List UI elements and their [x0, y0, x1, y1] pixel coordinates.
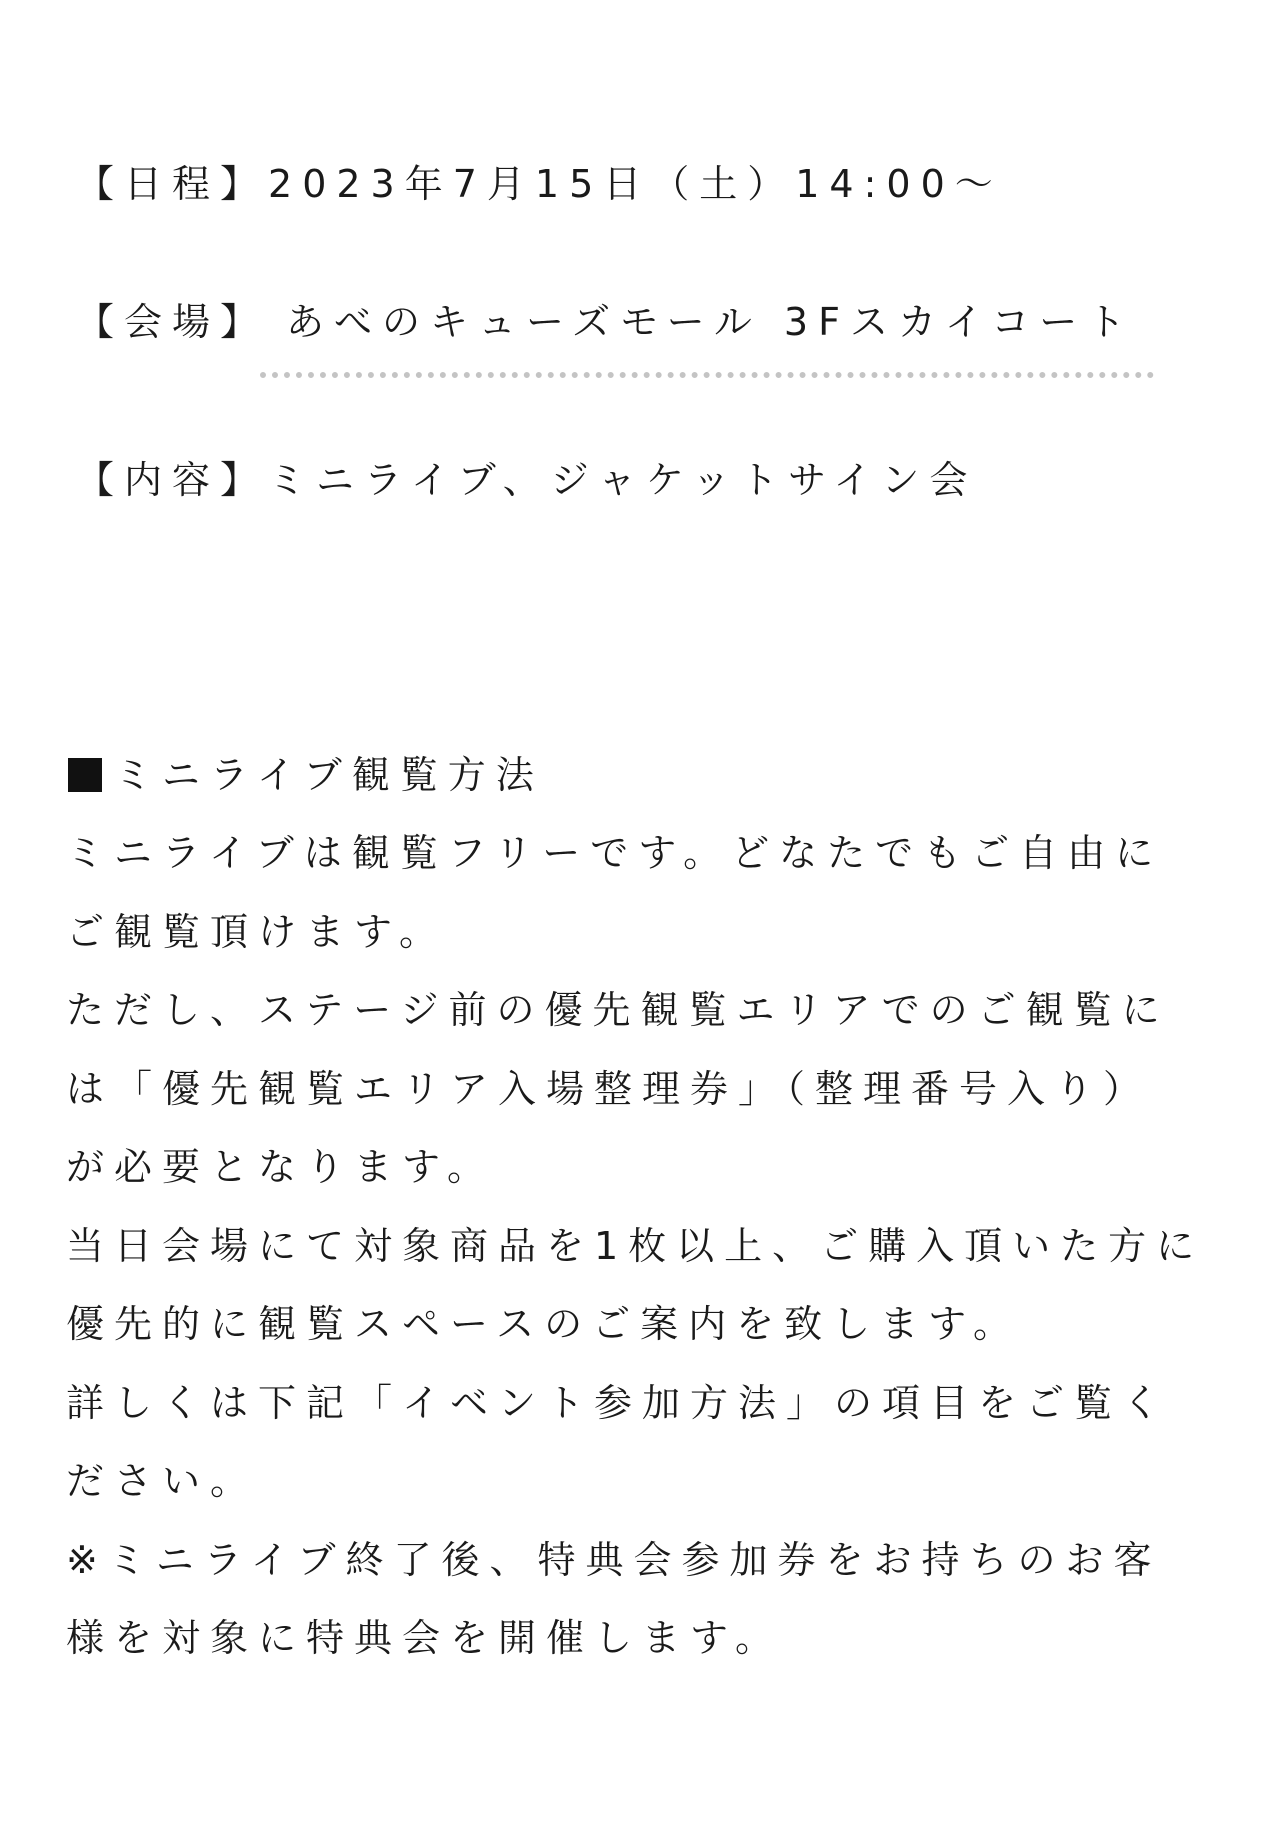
- schedule-value: 2023年7月15日（土）14:00〜: [268, 162, 1003, 206]
- body-line: 様を対象に特典会を開催します。: [66, 1616, 783, 1660]
- black-square-icon: [68, 758, 102, 792]
- section-heading: [66, 736, 1236, 814]
- venue-label: 【会場】: [76, 300, 269, 344]
- section-heading-text: ミニライブ観覧方法: [114, 753, 544, 797]
- content-value: ミニライブ、ジャケットサイン会: [268, 458, 978, 502]
- body-line: ただし、ステージ前の優先観覧エリアでのご観覧に: [66, 988, 1170, 1032]
- body-line: 詳しくは下記「イベント参加方法」の項目をご覧く: [66, 1380, 1171, 1425]
- content-label: 【内容】: [76, 458, 269, 502]
- body-line: は「優先観覧エリア入場整理券」（整理番号入り）: [66, 1066, 1152, 1111]
- body-line: ださい。: [66, 1459, 259, 1503]
- body-line: ミニライブは観覧フリーです。どなたでもご自由に: [66, 831, 1164, 875]
- body-line: ※ミニライブ終了後、特典会参加券をお持ちのお客: [66, 1537, 1162, 1582]
- body-line: が必要となります。: [66, 1145, 495, 1189]
- venue-value: あべのキューズモール 3Fスカイコート: [286, 300, 1136, 344]
- body-line: 優先的に観覧スペースのご案内を致します。: [66, 1302, 1022, 1346]
- schedule-row: [76, 160, 1003, 208]
- mini-live-viewing-section: [66, 736, 1236, 1678]
- venue-row: [76, 298, 1135, 346]
- venue-dotted-underline: [260, 372, 1154, 378]
- body-line: ご観覧頂けます。: [66, 909, 447, 954]
- content-row: [76, 456, 977, 504]
- body-line: 当日会場にて対象商品を1枚以上、ご購入頂いた方に: [66, 1223, 1205, 1268]
- schedule-label: 【日程】: [76, 162, 269, 206]
